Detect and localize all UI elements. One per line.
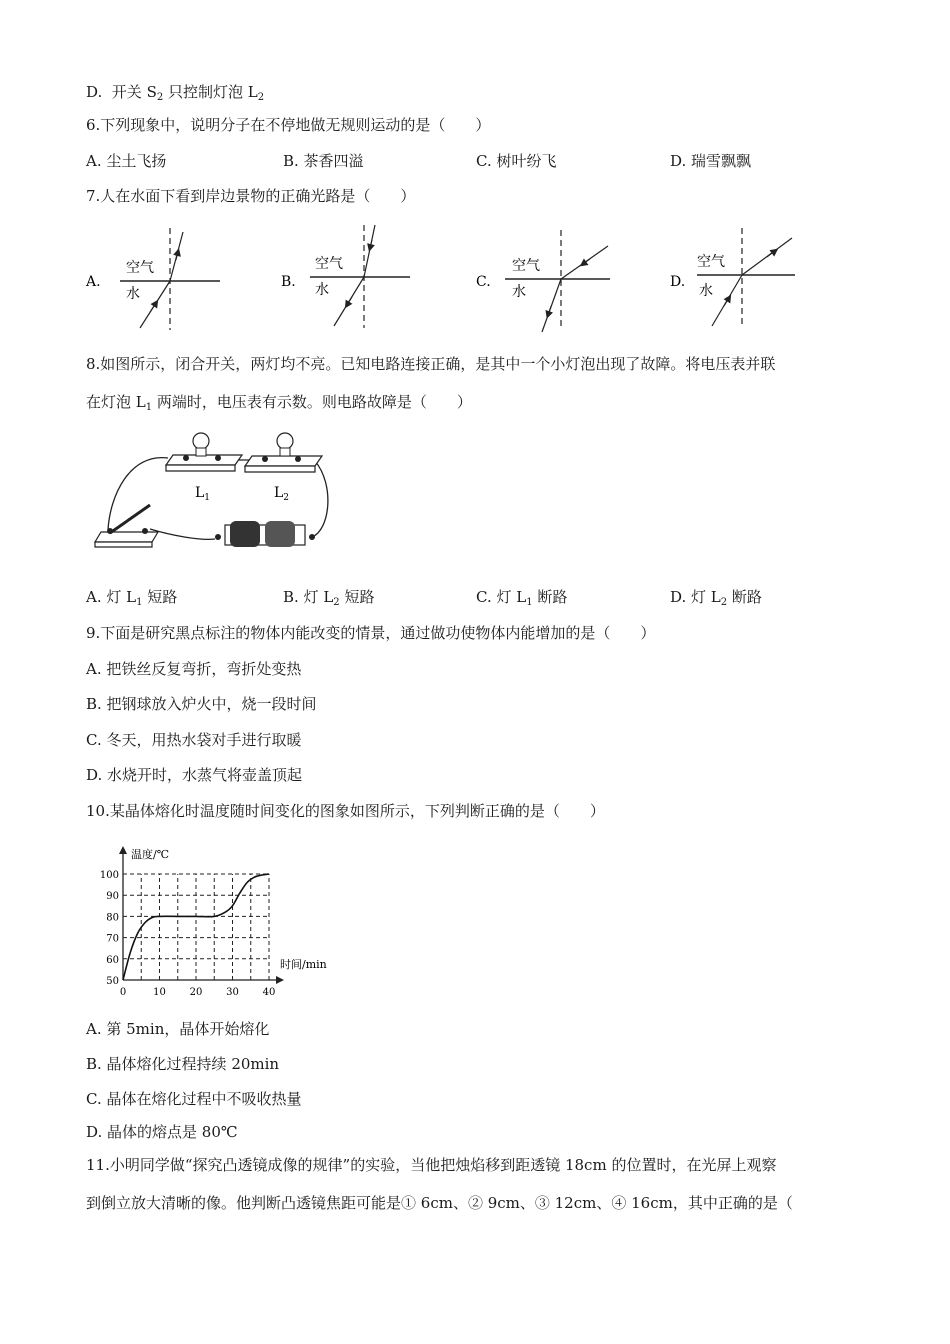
q8-option-b: B. 灯 $L_2$ 短路	[283, 588, 375, 608]
q6-option-a: A. 尘土飞扬	[86, 152, 167, 170]
q10-stem: 10.某晶体熔化时温度随时间变化的图象如图所示，下列判断正确的是（ ）	[86, 802, 605, 820]
q6-stem: 6.下列现象中，说明分子在不停地做无规则运动的是（ ）	[86, 116, 491, 134]
q9-option-b: B. 把钢球放入炉火中，烧一段时间	[86, 695, 317, 713]
y-tick-label: 100	[99, 870, 119, 881]
x-tick-label: 20	[189, 987, 203, 998]
q6-option-d: D. 瑞雪飘飘	[670, 152, 752, 170]
q6-option-b: B. 茶香四溢	[283, 152, 364, 170]
q7-stem: 7.人在水面下看到岸边景物的正确光路是（ ）	[86, 187, 416, 205]
q8-option-a: A. 灯 $L_1$ 短路	[86, 588, 178, 608]
y-axis-arrow	[119, 846, 127, 854]
y-tick-label: 50	[106, 976, 119, 987]
y-axis-label: 温度/℃	[131, 848, 170, 861]
q10-option-d: D. 晶体的熔点是 80℃	[86, 1123, 238, 1141]
q8-line1: 8.如图所示，闭合开关，两灯均不亮。已知电路连接正确，是其中一个小灯泡出现了故障。将电压表并联	[86, 355, 776, 373]
x-tick-label: 40	[262, 987, 276, 998]
q7-water-c: 水	[512, 284, 526, 300]
q7-water-b: 水	[315, 282, 329, 298]
x-tick-label: 0	[119, 987, 127, 998]
q8-lamp1-label: $L_1$	[195, 485, 211, 503]
q7-label-c: C.	[476, 274, 491, 290]
q7-label-b: B.	[281, 274, 296, 290]
q9-option-a: A. 把铁丝反复弯折，弯折处变热	[86, 660, 302, 678]
y-tick-label: 70	[106, 933, 119, 945]
q10-option-c: C. 晶体在熔化过程中不吸收热量	[86, 1090, 302, 1108]
q7-label-a: A.	[86, 274, 101, 290]
q10-melting-chart	[90, 838, 350, 1003]
q7-air-d: 空气	[697, 254, 725, 270]
q5-option-d: D. 开关 $S_2$ 只控制灯泡 $L_2$	[86, 83, 265, 103]
x-tick-label: 10	[153, 987, 166, 998]
q10-option-b: B. 晶体熔化过程持续 20min	[86, 1055, 280, 1073]
q8-circuit-diagram	[90, 425, 340, 560]
q7-water-a: 水	[126, 286, 140, 302]
x-axis-arrow	[276, 976, 284, 984]
q10-option-a: A. 第 5min，晶体开始熔化	[86, 1020, 270, 1038]
q9-stem: 9.下面是研究黑点标注的物体内能改变的情景，通过做功使物体内能增加的是（ ）	[86, 624, 656, 642]
y-tick-label: 80	[106, 912, 119, 924]
x-axis-label: 时间/min	[280, 958, 327, 971]
q7-label-d: D.	[670, 274, 686, 290]
q8-lamp2-label: $L_2$	[274, 485, 290, 503]
q8-line2: 在灯泡 $L_1$ 两端时，电压表有示数。则电路故障是（ ）	[86, 393, 472, 413]
q7-air-c: 空气	[512, 258, 540, 274]
q7-diagrams	[0, 220, 950, 335]
q7-air-b: 空气	[315, 256, 343, 272]
q9-option-c: C. 冬天，用热水袋对手进行取暖	[86, 731, 302, 749]
q11-line2: 到倒立放大清晰的像。他判断凸透镜焦距可能是① 6cm、② 9cm、③ 12cm、④ 16cm，其中正确的是（	[86, 1194, 793, 1212]
q7-air-a: 空气	[126, 260, 154, 276]
q8-option-d: D. 灯 $L_2$ 断路	[670, 588, 762, 608]
q6-option-c: C. 树叶纷飞	[476, 152, 557, 170]
y-tick-label: 90	[106, 891, 119, 903]
q7-water-d: 水	[699, 283, 713, 299]
q9-option-d: D. 水烧开时，水蒸气将壶盖顶起	[86, 766, 303, 784]
y-tick-label: 60	[106, 954, 119, 966]
q8-option-c: C. 灯 $L_1$ 断路	[476, 588, 568, 608]
q11-line1: 11.小明同学做“探究凸透镜成像的规律”的实验，当他把烛焰移到距透镜 18cm 的位置时，在光屏上观察	[86, 1156, 777, 1174]
x-tick-label: 30	[226, 987, 239, 998]
